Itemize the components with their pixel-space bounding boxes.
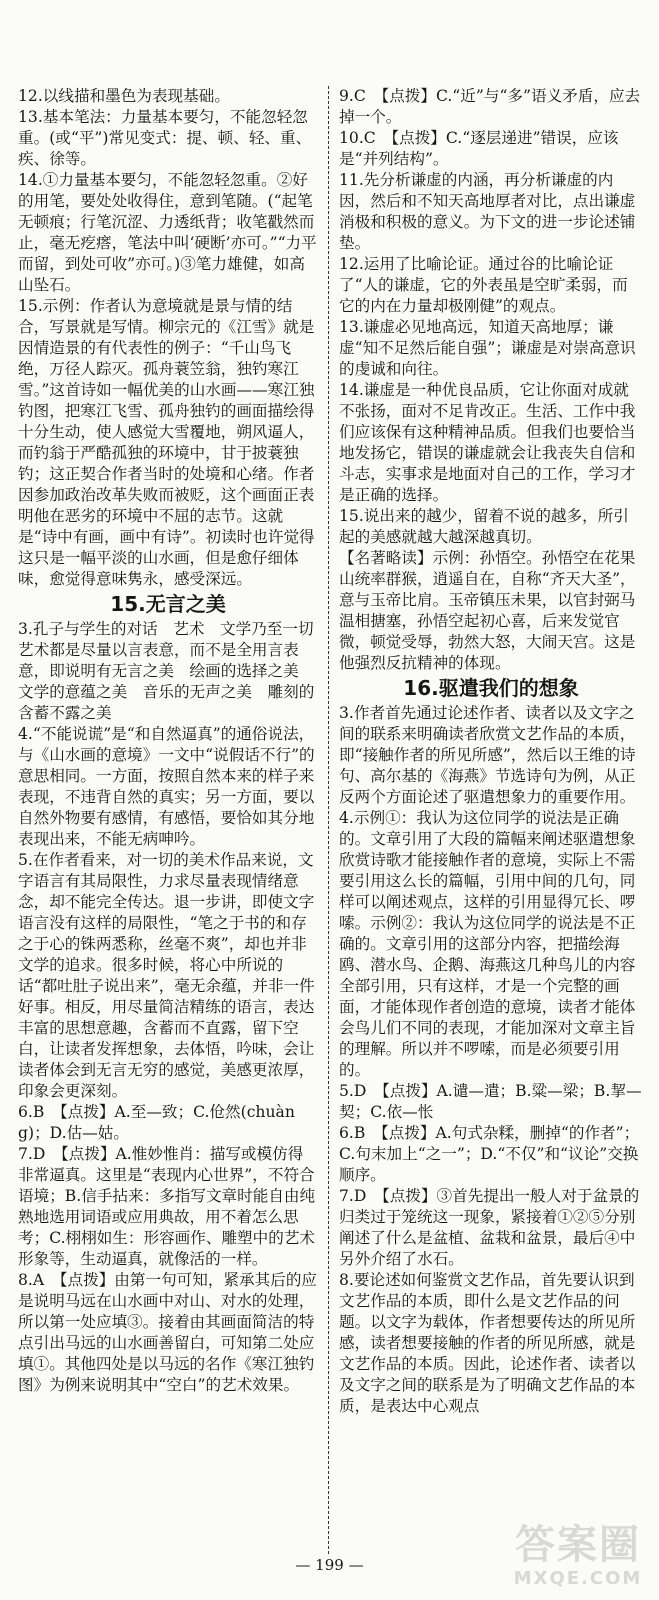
- watermark-url: MXQE.COM: [513, 1568, 643, 1589]
- answer-paragraph: 6.B 【点拨】A.句式杂糅，删掉“的作者”；C.句末加上“之一”；D.“不仅”和“议论”交换顺序。: [339, 1124, 640, 1184]
- watermark-logo: [503, 1522, 653, 1592]
- section-title: 15.无言之美: [110, 592, 226, 616]
- answer-paragraph: 9.C 【点拨】C.“近”与“多”语义矛盾，应去掉一个。: [339, 87, 641, 126]
- answer-paragraph: 10.C 【点拨】C.“逐层递进”错误，应该是“并列结构”。: [339, 129, 619, 168]
- answer-paragraph: 5.在作者看来，对一切的美术作品来说，文字语言有其局限性，力求尽量表现情绪意念，却不能完全传达。退一步讲，即使文字语言没有这样的局限性，“笔之于书的和存之于心的铢两悉称，丝毫不爽”，却也并非文学的追求。很多时候，将心中所说的话“都吐肚子说出来”，毫无余蕴，并非一件好事。相反，用尽量简洁精练的语言，表达丰富的思想意趣，含蓄而不直露，留下空白，让读者发挥想象，去体悟，吟味，会让读者体会到无言无穷的感觉，美感更浓厚，印象会更深刻。: [18, 851, 315, 1100]
- answer-paragraph: 11.先分析谦虚的内涵，再分析谦虚的内因，然后和不知天高地厚者对比，点出谦虚消极和积极的意义。为下文的进一步论述铺垫。: [339, 171, 636, 252]
- answer-paragraph: 15.示例：作者认为意境就是景与情的结合，写景就是写情。柳宗元的《江雪》就是因情造景的有代表性的例子：“千山鸟飞绝，万径人踪灭。孤舟蓑笠翁，独钓寒江雪。”这首诗如一幅优美的山水画——寒江独钓图，把寒江飞雪、孤舟独钓的画面描绘得十分生动，使人感觉大雪覆地，朔风逼人，而钓翁于严酷孤独的环境中，甘于披蓑独钓；这正契合作者当时的处境和心绪。作者因参加政治改革失败而被贬，这个画面正表明他在恶劣的环境中不屈的志节。这就是“诗中有画，画中有诗”。初读时也许觉得这只是一幅平淡的山水画，但是愈仔细体味，愈觉得意味隽永，感受深远。: [18, 297, 315, 588]
- answer-paragraph: 15.说出来的越少，留着不说的越多，所引起的美感就越大越深越真切。: [339, 507, 629, 546]
- answer-paragraph: 3.作者首先通过论述作者、读者以及文字之间的联系来明确读者欣赏文艺作品的本质，即“接触作者的所见所感”，然后以王维的诗句、高尔基的《海燕》节选诗句为例，从正反两个方面论述了驱遣想象力的重要作用。: [339, 704, 636, 806]
- section-title: 16.驱遣我们的想象: [403, 676, 579, 700]
- answer-paragraph: 4.“不能说谎”是“和自然逼真”的通俗说法，与《山水画的意境》一文中“说假话不行”的意思相同。一方面，按照自然本来的样子来表现，不违背自然的真实；另一方面，要以自然外物要有感情，有感悟，要恰如其分地表现出来，不能无病呻吟。: [18, 725, 315, 848]
- answer-paragraph: 14.①力量基本要匀，不能忽轻忽重。②好的用笔，要处处收得住，意到笔随。(“起笔无顿痕；行笔沉涩、力透纸背；收笔戳然而止，毫无疙瘩，笔法中叫‘硬断’亦可。”“力平而留，到处可收”亦可。)③笔力雄健，如高山坠石。: [18, 171, 317, 294]
- answer-paragraph: 8.A 【点拨】由第一句可知，紧承其后的应是说明马远在山水画中对山、对水的处理，所以第一处应填③。接着由其画面简洁的特点引出马远的山水画善留白，可知第二处应填①。其他四处是以马远的名作《寒江独钓图》为例来说明其中“空白”的艺术效果。: [18, 1271, 318, 1394]
- column-divider: [328, 86, 329, 1554]
- right-column: [339, 86, 643, 1417]
- answer-paragraph: 12.以线描和墨色为表现基础。: [18, 87, 230, 105]
- answer-paragraph: 13.谦虚必见地高远，知道天高地厚；谦虚“知不足然后能自强”；谦虚是对崇高意识的虔诚和向往。: [339, 318, 636, 378]
- answer-paragraph: 7.D 【点拨】A.惟妙惟肖：描写或模仿得非常逼真。这里是“表现内心世界”，不符合语境；B.信手拈来：多指写文章时能自由纯熟地选用词语或应用典故，用不着怎么思考；C.栩栩如生：形容画作、雕塑中的艺术形象等，生动逼真，就像活的一样。: [18, 1145, 316, 1268]
- answer-paragraph: 3.孔子与学生的对话 艺术 文学乃至一切艺术都是尽量以言表意，而不是全用言表意，即说明有无言之美 绘画的选择之美 文学的意蕴之美 音乐的无声之美 雕刻的含蓄不露之美: [18, 620, 315, 722]
- answer-paragraph: 8.要论述如何鉴赏文艺作品，首先要认识到文艺作品的本质，即什么是文艺作品的问题。以文字为载体，作者想要传达的所见所感，读者想要接触的作者的所见所感，就是文艺作品的本质。因此，论述作者、读者以及文字之间的联系是为了明确文艺作品的本质，是表达中心观点: [339, 1271, 636, 1415]
- answer-paragraph: 13.基本笔法：力量基本要匀，不能忽轻忽重。(或“平”)常见变式：提、顿、轻、重、疾、徐等。: [18, 108, 312, 168]
- answer-paragraph: 12.运用了比喻论证。通过谷的比喻论证了“人的谦虚，它的外表虽是空旷柔弱，而它的内在力量却极刚健”的观点。: [339, 255, 628, 315]
- answer-paragraph: 6.B 【点拨】A.至—致；C.伧然(chuàng)；D.估—姑。: [18, 1103, 295, 1142]
- answer-paragraph: 4.示例①：我认为这位同学的说法是正确的。文章引用了大段的篇幅来阐述驱遣想象欣赏诗歌才能接触作者的意境，实际上不需要引用这么长的篇幅，引用中间的几句，同样可以阐述观点，这样的引用显得冗长、啰嗦。示例②：我认为这位同学的说法是不正确的。文章引用的这部分内容，把描绘海鸥、潜水鸟、企鹅、海燕这几种鸟儿的内容全部引用，只有这样，才是一个完整的画面，才能体现作者创造的意境，读者才能体会鸟儿们不同的表现，才能加深对文章主旨的理解。所以并不啰嗦，而是必须要引用的。: [339, 809, 636, 1079]
- page-number: — 199 —: [295, 1556, 364, 1574]
- answer-paragraph: 7.D 【点拨】③首先提出一般人对于盆景的归类过于笼统这一现象，紧接着①②⑤分别阐述了什么是盆植、盆栽和盆景，最后④中另外介绍了水石。: [339, 1187, 640, 1268]
- watermark-text: 答案圈: [515, 1522, 641, 1568]
- answer-paragraph: 【名著略读】示例：孙悟空。孙悟空在花果山统率群猴，逍遥自在，自称“齐天大圣”，意与玉帝比肩。玉帝镇压未果，以官封弼马温相搪塞，孙悟空起初心喜，后来发觉官微，顿觉受辱，勃然大怒，大闹天宫。这是他强烈反抗精神的体现。: [339, 549, 636, 672]
- answer-paragraph: 14.谦虚是一种优良品质，它让你面对成就不张扬，面对不足肯改正。生活、工作中我们应该保有这种精神品质。但我们也要恰当地发扬它，错误的谦虚就会让我丧失自信和斗志，实事求是地面对自己的工作，学习才是正确的选择。: [339, 381, 636, 504]
- left-column: [18, 86, 318, 1396]
- answer-paragraph: 5.D 【点拨】A.谴—遣；B.粱—梁；B.挈—契；C.依—怅: [339, 1082, 642, 1121]
